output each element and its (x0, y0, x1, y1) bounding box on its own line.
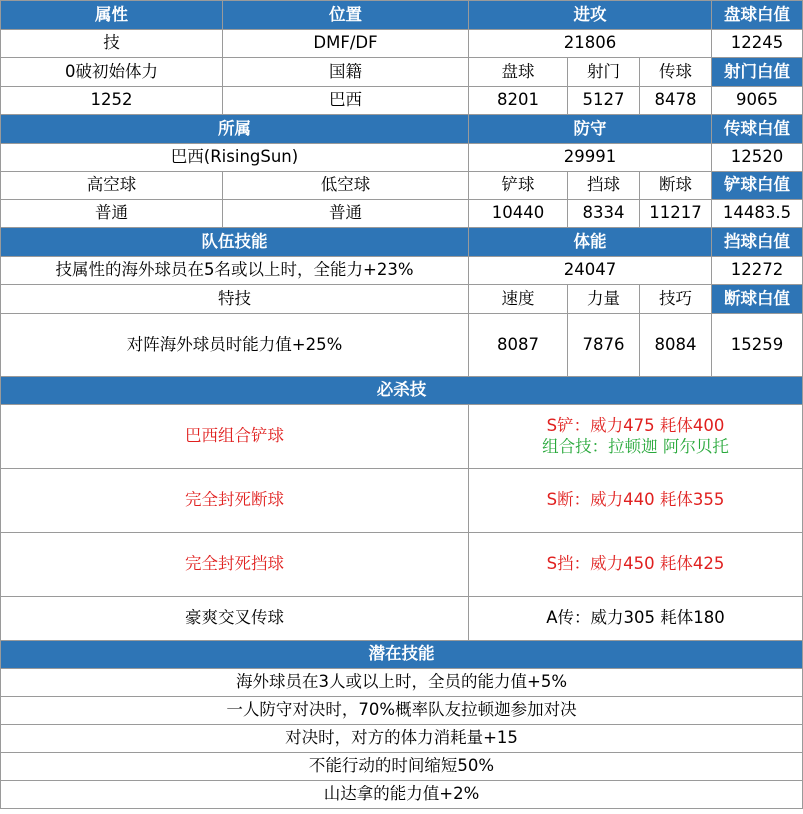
potential-skill-item: 不能行动的时间缩短50% (1, 753, 803, 781)
special-move-stats: S铲：威力475 耗体400 (546, 415, 725, 435)
team-skill-header: 队伍技能 (1, 228, 469, 257)
block-value: 8334 (568, 200, 640, 228)
special-move-stats: A传：威力305 耗体180 (469, 597, 803, 641)
special-move-stats: S挡：威力450 耗体425 (469, 533, 803, 597)
high-ball-label: 高空球 (1, 172, 223, 200)
shoot-white-header: 射门白值 (712, 58, 803, 87)
special-move-name: 完全封死断球 (1, 469, 469, 533)
power-value: 7876 (568, 314, 640, 377)
attribute-header: 属性 (1, 1, 223, 30)
defense-header: 防守 (469, 115, 712, 144)
pass-white-header: 传球白值 (712, 115, 803, 144)
special-moves-header: 必杀技 (1, 377, 803, 405)
physical-value: 24047 (469, 257, 712, 285)
speed-value: 8087 (469, 314, 568, 377)
pass-value: 8478 (640, 87, 712, 115)
special-move-name: 完全封死挡球 (1, 533, 469, 597)
defense-value: 29991 (469, 144, 712, 172)
special-move-combo: 组合技：拉顿迦 阿尔贝托 (542, 436, 729, 456)
potential-skill-item: 海外球员在3人或以上时，全员的能力值+5% (1, 669, 803, 697)
pass-white-value: 12520 (712, 144, 803, 172)
shoot-white-value: 9065 (712, 87, 803, 115)
special-move-stats: S断：威力440 耗体355 (469, 469, 803, 533)
special-label: 特技 (1, 285, 469, 314)
tackle-white-header: 铲球白值 (712, 172, 803, 200)
shoot-label: 射门 (568, 58, 640, 87)
nationality-value: 巴西 (223, 87, 469, 115)
potential-skill-item: 山达拿的能力值+2% (1, 781, 803, 809)
stamina-value: 1252 (1, 87, 223, 115)
physical-header: 体能 (469, 228, 712, 257)
position-value: DMF/DF (223, 30, 469, 58)
power-label: 力量 (568, 285, 640, 314)
high-ball-value: 普通 (1, 200, 223, 228)
tackle-white-value: 14483.5 (712, 200, 803, 228)
intercept-white-header: 断球白值 (712, 285, 803, 314)
attack-value: 21806 (469, 30, 712, 58)
dribble-white-header: 盘球白值 (712, 1, 803, 30)
low-ball-label: 低空球 (223, 172, 469, 200)
tackle-value: 10440 (469, 200, 568, 228)
affiliation-header: 所属 (1, 115, 469, 144)
tackle-label: 铲球 (469, 172, 568, 200)
team-skill-value: 技属性的海外球员在5名或以上时，全能力+23% (1, 257, 469, 285)
nationality-label: 国籍 (223, 58, 469, 87)
technique-label: 技巧 (640, 285, 712, 314)
intercept-white-value: 15259 (712, 314, 803, 377)
dribble-white-value: 12245 (712, 30, 803, 58)
intercept-value: 11217 (640, 200, 712, 228)
dribble-label: 盘球 (469, 58, 568, 87)
block-white-value: 12272 (712, 257, 803, 285)
stamina-label: 0破初始体力 (1, 58, 223, 87)
special-move-name: 豪爽交叉传球 (1, 597, 469, 641)
pass-label: 传球 (640, 58, 712, 87)
special-value: 对阵海外球员时能力值+25% (1, 314, 469, 377)
potential-skill-item: 对决时，对方的体力消耗量+15 (1, 725, 803, 753)
technique-value: 8084 (640, 314, 712, 377)
block-label: 挡球 (568, 172, 640, 200)
speed-label: 速度 (469, 285, 568, 314)
special-move-detail (469, 405, 803, 469)
attribute-value: 技 (1, 30, 223, 58)
position-header: 位置 (223, 1, 469, 30)
special-move-name: 巴西组合铲球 (1, 405, 469, 469)
shoot-value: 5127 (568, 87, 640, 115)
affiliation-value: 巴西(RisingSun) (1, 144, 469, 172)
dribble-value: 8201 (469, 87, 568, 115)
low-ball-value: 普通 (223, 200, 469, 228)
intercept-label: 断球 (640, 172, 712, 200)
attack-header: 进攻 (469, 1, 712, 30)
potential-skills-header: 潜在技能 (1, 641, 803, 669)
block-white-header: 挡球白值 (712, 228, 803, 257)
potential-skill-item: 一人防守对决时，70%概率队友拉顿迦参加对决 (1, 697, 803, 725)
